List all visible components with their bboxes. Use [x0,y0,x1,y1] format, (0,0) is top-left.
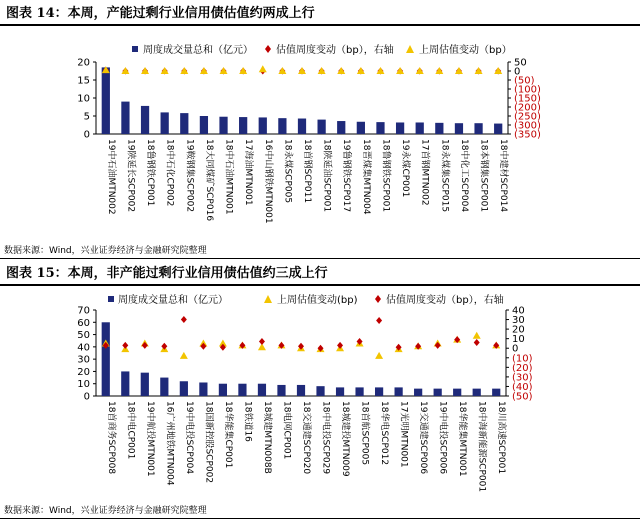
chart15-legend-diamond-swatch [375,295,381,303]
chart14-bars [102,67,503,134]
chart15-legend-triangle: 上周估值变动(bp) [277,295,358,306]
chart15-legend-bars: 周度成交量总和（亿元） [118,295,228,306]
c14-triangle-point [220,67,228,74]
c15-right-tick-label: (10) [512,353,533,365]
c15-diamond-point [474,339,480,346]
c15-diamond-point [122,342,128,349]
c14-triangle-point [161,67,169,74]
c15-diamond-point [142,342,148,349]
c14-left-tick-label: 20 [77,57,90,69]
c15-category-label: 18电网CP001 [281,401,292,460]
c14-bar [200,116,208,134]
c15-diamond-point [161,343,167,350]
c15-left-tick-label: 10 [77,379,90,391]
chart15-legend-bar-swatch [108,296,114,302]
c14-triangle-point [141,67,149,74]
c14-left-tick-label: 10 [77,93,90,105]
chart15-bars [102,322,501,396]
chart-figure-14 [0,28,640,238]
c15-bar [277,385,285,396]
c15-right-tick-label: (20) [512,362,533,374]
figure-14-title: 图表 14：本周，产能过剩行业信用债估值约两成上行 [6,6,315,21]
c14-category-label: 18永煤SCP005 [282,139,293,204]
c15-triangle-point [180,352,188,359]
c14-triangle-point [455,67,463,74]
c14-bar [317,120,325,134]
c15-category-label: 18华能集MTN001 [457,401,468,477]
figure-14-source: 数据来源：Wind，兴业证券经济与金融研究院整理 [4,246,207,256]
c14-bar [141,106,149,134]
c15-bar [199,382,207,396]
c15-bar [297,385,305,396]
c15-left-tick-label: 60 [77,317,90,329]
c14-right-tick-label: (50) [514,75,535,87]
c14-bar [474,123,482,134]
c14-right-tick-label: (300) [514,120,541,132]
c14-category-label: 19鞍钢集SCP002 [184,139,195,213]
c14-category-label: 18大同煤矿SCP016 [203,139,214,222]
c14-triangle-point [180,67,188,74]
c15-right-tick-label: 0 [512,343,519,355]
c14-triangle-point [337,67,345,74]
c14-category-label: 18中建材SCP014 [498,139,509,213]
c15-bar [258,384,266,396]
c15-left-tick-label: 50 [77,330,90,342]
chart14-legend-triangle: 上周估值变动（bp） [419,45,512,56]
figure-14-top-rule [0,24,640,26]
c15-bar [355,387,363,396]
c15-bar [316,386,324,396]
c15-left-tick-label: 70 [77,305,90,317]
c15-bar [473,389,481,396]
c15-bar [375,387,383,396]
c15-bar [492,389,500,396]
c14-bar [337,121,345,134]
c14-bar [180,113,188,134]
c14-category-label: 19中石油MTN002 [105,139,116,215]
c15-category-label: 18首商务SCP008 [105,401,116,475]
c14-category-label: 17首钢MTN002 [419,139,430,206]
c14-triangle-point [239,67,247,74]
c15-bar [395,387,403,396]
c14-right-tick-label: (250) [514,111,541,123]
c14-category-label: 19永煤CP001 [400,139,411,198]
c14-category-label: 17海油MTN001 [243,139,254,206]
c14-right-tick-label: (150) [514,93,541,105]
c14-category-label: 19鲁钢铁SCP017 [341,139,352,213]
c15-bar [141,373,149,396]
chart15-legend-triangle-swatch [264,295,272,303]
c15-category-label: 18中海新能源SCP001 [476,401,487,493]
figure-15-bottom-rule [0,518,640,519]
c15-category-label: 19中航投MTN001 [144,401,155,477]
c14-left-tick-label: 15 [77,75,90,87]
c14-category-label: 19陕延长SCP002 [125,139,136,213]
c14-bar [161,112,169,134]
c15-bar [336,387,344,396]
c14-triangle-point [376,67,384,74]
c14-category-label: 18鲁钢铁CP001 [145,139,156,207]
chart15-x-labels [106,401,508,492]
c15-category-label: 18华电SCP012 [379,401,390,466]
c14-triangle-point [416,67,424,74]
c14-bar [102,67,110,134]
c14-bar [416,122,424,134]
chart-figure-15 [0,286,640,496]
c15-bar [219,384,227,396]
c14-category-label: 18晋煤集MTN004 [360,139,371,215]
c15-bar [102,322,110,396]
c14-bar [376,122,384,134]
c15-category-label: 18中电投SCP029 [320,401,331,475]
c15-triangle-point [375,352,383,359]
c14-category-label: 18鲁钢铁SCP001 [380,139,391,213]
c14-bar [239,117,247,134]
chart14-x-labels [106,139,510,224]
c14-triangle-point [357,67,365,74]
figure-15-source: 数据来源：Wind，兴业证券经济与金融研究院整理 [4,506,207,516]
c14-category-label: 18中石化CP002 [164,139,175,207]
chart14-legend-bars: 周度成交量总和（亿元） [143,45,253,56]
c14-category-label: 18中化工SCP004 [458,139,469,213]
figure-15-header [0,260,640,284]
c15-category-label: 17光明MTN001 [398,401,409,468]
chart14-legend [132,43,512,56]
c14-bar [455,123,463,134]
c14-right-tick-label: (350) [514,129,541,141]
c15-triangle-point [473,332,481,339]
c15-category-label: 18国新控股SCP002 [203,401,214,484]
c14-triangle-point [435,67,443,74]
figure-14-header [0,0,640,24]
c15-bar [414,389,422,396]
c15-category-label: 18铁道16 [242,401,253,442]
c15-category-label: 19交通建SCP006 [418,401,429,475]
c14-category-label: 18首钢SCP011 [302,139,312,204]
c15-category-label: 19中电投SCP006 [437,401,448,475]
c15-bar [434,389,442,396]
c15-diamond-point [435,342,441,349]
c14-right-tick-label: (200) [514,102,541,114]
chart14-legend-triangle-swatch [406,45,414,53]
c15-category-label: 18城建投MTN009 [340,401,351,477]
chart14-legend-diamond-swatch [265,45,271,53]
c15-right-tick-label: 10 [512,334,525,346]
c15-right-tick-label: 30 [512,315,525,327]
c15-category-label: 18交通建SCP020 [301,401,311,475]
c14-bar [298,119,306,134]
c15-right-tick-label: 40 [512,305,525,317]
c14-triangle-point [200,67,208,74]
c14-bar [494,124,502,134]
chart14-legend-diamond: 估值周度变动（bp），右轴 [276,45,394,56]
c14-triangle-point [259,65,267,72]
c14-category-label: 18陕延油SCP001 [321,139,332,213]
figure-14-bottom-rule [0,258,640,259]
c14-bar [278,118,286,134]
c15-category-label: 19中电投SCP004 [183,401,194,475]
c15-right-tick-label: (50) [512,391,533,403]
c14-right-tick-label: 0 [514,66,521,78]
c15-bar [121,371,129,396]
c15-category-label: 18川高速SCP001 [496,401,507,475]
chart15-markers [102,316,500,359]
c14-triangle-point [396,67,404,74]
c15-diamond-point [376,317,382,324]
c15-left-tick-label: 40 [77,342,90,354]
chart14-legend-bar-swatch [132,46,138,52]
c14-left-tick-label: 0 [83,129,90,141]
c14-bar [121,102,129,134]
c15-left-tick-label: 30 [77,354,90,366]
c14-right-tick-label: 50 [514,57,527,69]
c15-category-label: 18首航SCP005 [359,401,370,466]
c14-category-label: 18永煤集SCP015 [439,139,450,213]
c15-right-tick-label: (30) [512,372,533,384]
c15-category-label: 16广州地铁MTN004 [164,401,175,486]
c14-category-label: 16中山钢铁MTN001 [262,139,273,224]
c15-category-label: 18华能集CP001 [222,401,233,469]
c15-category-label: 18中电CP001 [125,401,136,460]
c14-bar [435,123,443,134]
c15-diamond-point [181,316,187,323]
c14-bar [259,117,267,134]
chart14-markers [102,65,502,74]
c15-right-tick-label: (40) [512,381,533,393]
c15-left-tick-label: 20 [77,366,90,378]
c14-triangle-point [494,67,502,74]
chart15-legend-diamond: 估值周度变动（bp），右轴 [386,295,504,306]
chart15-legend [108,293,504,306]
c14-bar [357,122,365,134]
c15-category-label: 18城建MTN008B [261,401,272,474]
c15-left-tick-label: 0 [83,391,90,403]
c14-triangle-point [278,67,286,74]
c15-diamond-point [259,338,265,345]
c14-category-label: 18本钢集SCP001 [478,139,489,213]
c15-bar [180,381,188,396]
c14-left-tick-label: 5 [83,111,90,123]
c14-right-tick-label: (100) [514,84,541,96]
figure-15-title: 图表 15：本周，非产能过剩行业信用债估值约三成上行 [6,266,328,281]
c14-bar [396,122,404,134]
c15-bar [453,389,461,396]
c15-bar [238,384,246,396]
c14-category-label: 18中石油MTN001 [223,139,234,215]
c14-triangle-point [121,67,129,74]
c15-right-tick-label: 20 [512,324,525,336]
c14-triangle-point [298,67,306,74]
c14-triangle-point [318,67,326,74]
c15-diamond-point [337,342,343,349]
c14-bar [219,117,227,134]
c14-triangle-point [475,67,483,74]
c15-bar [160,378,168,396]
